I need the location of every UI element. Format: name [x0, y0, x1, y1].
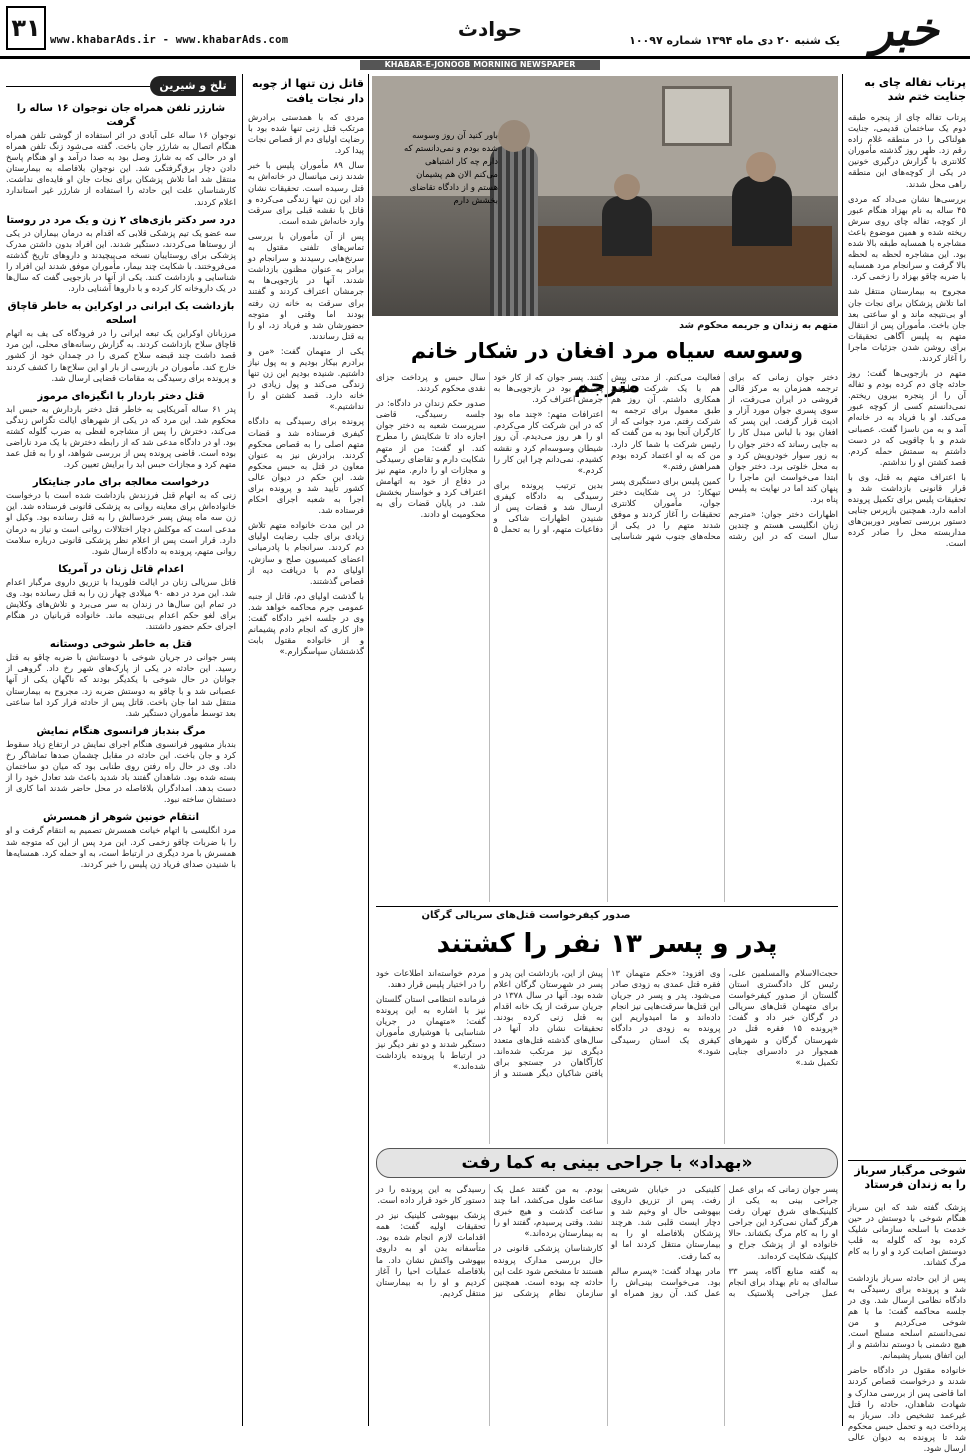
mid-body [248, 112, 364, 1426]
photo-quote-text: باور کنید آن روز وسوسه شده بودم و نمی‌دانستم که دارم چه کار اشتباهی می‌کنم الان هم پشیمان هستم و از دادگاه تقاضای بخشش دارم [403, 131, 498, 206]
paragraph: پسر جوان زمانی که برای عمل جراحی بینی به یکی از کلینیک‌های شرق تهران رفت هرگز گمان نمی‌کرد این جراحی او را به کام مرگ بکشاند. حالا خانواده او از پزشک جراح و کلینیک شکایت کرده‌اند. [728, 1184, 838, 1261]
item-headline: اعدام قاتل زنان در آمریکا [58, 563, 184, 575]
right-col-divider [842, 74, 843, 1426]
paragraph: پرتاب تفاله چای از پنجره طبقه دوم یک ساختمان قدیمی، جنایت هولناکی را در منطقه غلام زاده رقم زد. ظهر روز گذشته مأموران کلانتری با گزارش درگیری خونین در یکی از کوچه‌های این منطقه راهی محل شدند. [848, 112, 966, 189]
item-body: سه عضو یک تیم پزشکی قلابی که اقدام به درمان بیماران در یکی از روستاها می‌کردند، دستگیر شدند. این افراد بدون داشتن مدرک پزشکی برای روستاییان نسخه می‌پیچیدند و داروهای تاریخ گذشته می‌فروختند. با شکایت چند بیمار، مأموران موفق شدند این افراد را شناسایی و بازداشت کنند. یکی از آنها در بازجویی گفت که سال‌ها در یک داروخانه کار کرده و با داروها آشنایی دارد. [6, 227, 236, 294]
mid-headline: قاتل زن تنها از چوبه دار نجات یافت [251, 77, 364, 105]
english-subtitle: KHABAR-E-JONOOB MORNING NEWSPAPER [360, 60, 600, 70]
right-body-2 [848, 1202, 966, 1453]
list-item [6, 638, 236, 719]
story-headline: وسوسه سیاه مرد افغان در شکار خانم مترجم [410, 339, 804, 397]
story2-headline: پدر و پسر ۱۳ نفر را کشتند [436, 929, 778, 959]
paragraph: به گفته منابع آگاه، پسر ۳۳ ساله‌ای به نام بهداد برای انجام عمل جراحی پلاستیک به کلینیکی در خیابان شریعتی رفت. پس از تزریق داروی بیهوشی حال او وخیم شد و دچار ایست قلبی شد. هرچند پزشکان بلافاصله او را به بیمارستان منتقل کردند اما او به کما رفت. [611, 1184, 838, 1298]
item-body: قاتل سریالی زنان در ایالت فلوریدا با تزریق داروی مرگبار اعدام شد. این مرد در دهه ۹۰ میلادی چهار زن را به قتل رسانده بود. وی در تمام این سال‌ها در زندان به سر می‌برد و تلاش‌های وکلایش برای لغو حکم اعدام بی‌نتیجه ماند. خانواده قربانیان در هنگام اجرای حکم حضور داشتند. [6, 576, 236, 632]
date-issue-line: یک شنبه ۲۰ دی ماه ۱۳۹۴ شماره ۱۰۰۹۷ [629, 34, 840, 47]
photo-window [662, 86, 732, 146]
paragraph: یکی از متهمان گفت: «من و برادرم بیکار بودیم و به پول نیاز داشتیم. شنیده بودیم این زن تنها زندگی می‌کند و پول زیادی در خانه دارد. قصد کشتن او را نداشتیم.» [248, 345, 364, 412]
court-photo [372, 76, 838, 316]
paragraph: کارشناسان پزشکی قانونی در حال بررسی مدارک پرونده هستند تا مشخص شود علت این حادثه چه بوده است. همچنین سازمان نظام پزشکی نیز رسیدگی به این پرونده را در دستور کار خود قرار داده است. [376, 1184, 603, 1298]
list-item [6, 214, 236, 295]
paragraph: مردی که با همدستی برادرش مرتکب قتل زنی تنها شده بود با رضایت اولیای دم از قصاص نجات پیدا کرد. [248, 112, 364, 156]
item-body: مرزبانان اوکراین یک تبعه ایرانی را در فرودگاه کی یف به اتهام قاچاق سلاح بازداشت کردند. به گزارش رسانه‌های محلی، این مرد قصد داشت چند قبضه سلاح کمری را در چمدان خود از کشور خارج کند. مأموران در بازرسی از بار او این سلاح‌ها را کشف کردند و پرونده برای رسیدگی به مقامات قضایی ارسال شد. [6, 328, 236, 383]
banner-rule [6, 86, 150, 87]
paragraph: پزشک بیهوشی کلینیک نیز در تحقیقات اولیه گفت: همه اقدامات لازم انجام شده بود. متأسفانه بدن او به داروی بیهوشی واکنش نشان داد. ما بلافاصله عملیات احیا را آغاز کردیم و او را به بیمارستان منتقل کردیم. [376, 1210, 486, 1298]
paragraph: صدور حکم زندان در دادگاه: در جلسه رسیدگی، قاضی سرپرست شعبه به دختر جوان اجازه داد تا شکایتش را مطرح کند. او گفت: من از متهم شکایت دارم و تقاضای رسیدگی و مجازات او را دارم. متهم نیز در دفاع از خود به اتهامش اعتراف کرد و خواستار بخشش شد. در پایان قضات رأی به محکومیت او دادند. [376, 398, 486, 520]
paragraph: کمین پلیس برای دستگیری پسر تبهکار: در پی شکایت دختر جوان، مأموران کلانتری تحقیقات را آغاز کردند و موفق شدند متهم را در یکی از محله‌های جنوب شهر شناسایی کنند. پسر جوان که از کار خود پشیمان بود در بازجویی‌ها به جرمش اعتراف کرد. [493, 372, 721, 542]
item-body: بندباز مشهور فرانسوی هنگام اجرای نمایش در ارتفاع زیاد سقوط کرد و جان باخت. این حادثه در مقابل چشمان صدها تماشاگر رخ داد. وی در حال راه رفتن روی طنابی بود که میان دو ساختمان بسته شده بود. شاهدان گفتند باد شدید باعث شد تعادل خود را از دست بدهد. امدادگران بلافاصله در محل حاضر شدند اما کاری از دستشان ساخته نبود. [6, 738, 236, 805]
paragraph: پرونده برای رسیدگی به دادگاه کیفری فرستاده شد و قضات متهم اصلی را به قصاص محکوم کردند. برادرش نیز به عنوان معاون در قتل به حبس محکوم شد. این حکم در دیوان عالی کشور تأیید شد و پرونده برای اجرا به شعبه اجرای احکام فرستاده شد. [248, 416, 364, 516]
right-body-1 [848, 112, 966, 1154]
bitter-sweet-list [6, 102, 236, 1426]
paragraph: پس از آن مأموران با بررسی تماس‌های تلفنی مقتول به سرنخ‌هایی رسیدند و سرانجام دو برادر به عنوان مظنون بازداشت شدند. آنها در بازجویی‌ها به جرمشان اعتراف کردند و گفتند برای سرقت به خانه زن رفته بودند اما وقتی او متوجه حضورشان شد و فریاد زد، او را به قتل رساندند. [248, 230, 364, 341]
paragraph: پیش از این، بازداشت این پدر و پسر در شهرستان گرگان اعلام شده بود. آنها در سال ۱۳۷۸ در جریان سرقت از یک خانه اقدام به قتل زنی کرده بودند. تحقیقات نشان داد آنها در سال‌های گذشته قتل‌های متعدد دیگری نیز مرتکب شده‌اند. کارآگاهان در جستجو برای یافتن شاکیان دیگر هستند و از مردم خواسته‌اند اطلاعات خود را در اختیار پلیس قرار دهند. [376, 968, 603, 1078]
paragraph: حجت‌الاسلام والمسلمین علی، رئیس کل دادگستری استان گلستان از صدور کیفرخواست برای متهمان قتل‌های سریالی در گرگان خبر داد و گفت: «پرونده ۱۵ فقره قتل در شهرستان گرگان و شهرهای همجوار در دادسرای جنایی تکمیل شد.» [728, 968, 838, 1067]
photo-quote [402, 130, 498, 240]
item-headline: درخواست معالجه برای مادر جنایتکار [32, 477, 210, 489]
item-body: پدر ۶۱ ساله آمریکایی به خاطر قتل دختر باردارش به حبس ابد محکوم شد. این مرد که در یکی از شهرهای ایالت تگزاس زندگی می‌کند، دخترش را پس از مشاجره لفظی به ضرب گلوله کشته بود. او در دادگاه مدعی شد که از رابطه دخترش با یک مرد ناراضی بوده است. قاضی پرونده پس از بررسی شواهد، او را به قتل عمد متهم کرد و مجازات حبس ابد را برایش تعیین کرد. [6, 403, 236, 470]
story3-body [376, 1184, 838, 1426]
mid-col-divider-right [368, 74, 369, 1426]
paragraph: با گذشت اولیای دم، قاتل از جنبه عمومی جرم محاکمه خواهد شد. وی در جلسه اخیر دادگاه گفت: «از کاری که انجام دادم پشیمانم و از خانواده مقتول بابت گذشتشان سپاسگزارم.» [248, 590, 364, 657]
photo-judge-head [746, 152, 776, 182]
item-headline: بازداشت یک ایرانی در اوکراین به خاطر قاچاق اسلحه [7, 301, 235, 327]
masthead-rule [0, 56, 970, 59]
divider [848, 1160, 966, 1161]
item-body: زنی که به اتهام قتل فرزندش بازداشت شده است با درخواست خانواده‌اش برای معاینه روانی به پزشکی قانونی فرستاده شد. این زن سه ماه پیش پسر خردسالش را به قتل رسانده بود. وکیل او مدعی است که موکلش دچار اختلالات روانی است و نیاز به درمان دارد. قرار است پس از اعلام نظر پزشکی قانونی درباره سلامت روانی متهم، پرونده به دادگاه ارسال شود. [6, 490, 236, 556]
paragraph: متهم در بازجویی‌ها گفت: روز حادثه چای دم کرده بودم و تفاله آن را از پنجره بیرون ریختم. نمی‌دانستم کسی از کوچه عبور می‌کند. او با فریاد به در خانه‌ام آمد و به من ناسزا گفت. عصبانی شدم و با چاقویی که در دست داشتم به سمتش حمله کردم. قصد کشتن او را نداشتم. [848, 368, 966, 467]
list-item [6, 725, 236, 806]
website-url[interactable]: www.khabarAds.ir - www.khabarAds.com [50, 34, 289, 46]
photo-person [602, 196, 652, 256]
story3-headline: «بهداد» با جراحی بینی به کما رفت [461, 1153, 753, 1173]
newspaper-logo: خبر [871, 2, 939, 56]
paragraph: فرمانده انتظامی استان گلستان نیز با اشاره به این پرونده گفت: «متهمان در جریان شناسایی با هوشیاری مأموران دستگیر شدند و دو نفر دیگر نیز در ارتباط با پرونده بازداشت شده‌اند.» [376, 994, 486, 1071]
list-item [6, 563, 236, 632]
paragraph: در این مدت خانواده متهم تلاش زیادی برای جلب رضایت اولیای دم کردند. سرانجام با پادرمیانی اعضای کمیسیون صلح و سازش، اولیای دم با دریافت دیه از قصاص گذشتند. [248, 520, 364, 586]
mid-col-divider-left [242, 74, 243, 1426]
paragraph: پس از این حادثه سرباز بازداشت شد و پرونده برای رسیدگی به دادگاه نظامی ارسال شد. وی در جلسه محاکمه گفت: ما با هم شوخی می‌کردیم و من نمی‌دانستم اسلحه مسلح است. هیچ دشمنی با دوستم نداشتم و از این اتفاق بسیار پشیمانم. [848, 1272, 966, 1361]
item-body: نوجوان ۱۶ ساله علی آبادی در اثر استفاده از گوشی تلفن همراه هنگام اتصال به شارژر جان باخت. گفته می‌شود زنگ تلفن همراه او در حالی که به شارژ وصل بود به صدا درآمد و او هنگام پاسخ دادن دچار برق‌گرفتگی شد. این نوجوان بلافاصله به بیمارستان منتقل شد اما تلاش پزشکان برای نجات جان او فایده‌ای نداشت. کارشناسان علت این حادثه را استفاده از شارژر غیر استاندارد اعلام کردند. [6, 130, 236, 207]
story2-body [376, 968, 838, 1144]
item-headline: درد سر دکتر بازی‌های ۲ زن و یک مرد در روستا [6, 214, 236, 226]
paragraph: با اعتراف متهم به قتل، وی با قرار قانونی بازداشت شد و تحقیقات پلیس برای تکمیل پرونده ادامه دارد. همچنین بازپرس جنایی دستور بررسی تصاویر دوربین‌های مداربسته محل را صادر کرده است. [848, 471, 966, 549]
list-item [6, 390, 236, 471]
paragraph: خانواده مقتول در دادگاه حاضر شدند و درخواست قصاص کردند اما قاضی پس از بررسی مدارک و شهادت شاهدان، حادثه را قتل غیرعمد تشخیص داد. سرباز به پرداخت دیه و تحمل حبس محکوم شد تا پرونده به دیوان عالی ارسال شود. [848, 1365, 966, 1453]
paragraph: اظهارات دختر جوان: «مترجم زبان انگلیسی هستم و چندین سال است که در این رشته فعالیت می‌کنم. از مدتی پیش هم با یک شرکت خارجی همکاری داشتم. آن روز هم طبق معمول برای ترجمه به شرکت رفتم. مرد جوانی که از کارگران آنجا بود به من گفت که رئیس شرکت با شما کار دارد. من که به او اعتماد کرده بودم همراهش رفتم.» [611, 372, 838, 542]
paragraph: سال ۸۹ مأموران پلیس با خبر شدند زنی میانسال در خانه‌اش به قتل رسیده است. تحقیقات نشان داد این زن تنها زندگی می‌کرده و قاتل با نقشه قبلی برای سرقت وارد خانه‌اش شده است. [248, 160, 364, 226]
story-kicker: متهم به زندان و جریمه محکوم شد [679, 320, 838, 331]
paragraph: پزشک گفته شد که این سرباز هنگام شوخی با دوستش در حین خدمت با اسلحه سازمانی شلیک کرده بود که گلوله به قلب دوستش اصابت کرد و او را به کام مرگ کشاند. [848, 1202, 966, 1268]
right-headline-1: پرتاب تفاله چای به جنایت ختم شد [864, 76, 966, 103]
list-item [6, 476, 236, 557]
story-body [376, 372, 838, 902]
paragraph: وی افزود: «حکم متهمان ۱۳ فقره قتل عمدی به زودی صادر می‌شود. پدر و پسر در جریان این قتل‌ها سرقت‌هایی نیز انجام داده‌اند و ما امیدواریم این پرونده به زودی در دادگاه کیفری یک استان رسیدگی شود.» [611, 968, 721, 1056]
page-number: ۳۱ [11, 14, 41, 42]
item-headline: انتقام خونین شوهر از همسرش [42, 812, 200, 824]
right-headline-2: شوخی مرگبار سرباز را به زندان فرستاد [854, 1164, 966, 1191]
list-item [6, 811, 236, 869]
list-item [6, 102, 236, 208]
story2-kicker: صدور کیفرخواست قتل‌های سریالی گرگان [421, 910, 631, 921]
item-headline: قتل دختر باردار با انگیزه‌ای مرموز [37, 390, 205, 402]
item-headline: شارژر تلفن همراه جان نوجوان ۱۶ ساله را گرفت [16, 103, 226, 128]
list-item [6, 300, 236, 383]
paragraph: بدین ترتیب پرونده برای رسیدگی به دادگاه کیفری ارسال شد و قضات پس از شنیدن اظهارات شاکی و دفاعیات متهم، او را به تحمل ۵ سال حبس و پرداخت جزای نقدی محکوم کردند. [376, 372, 603, 535]
paragraph: بررسی‌ها نشان می‌داد که مردی ۴۵ ساله به نام بهزاد هنگام عبور از کوچه، تفاله چای روی سرش ریخته شده و همین موضوع باعث مشاجره با همسایه طبقه بالا شده بود. این مشاجره لحظه به لحظه بالا گرفت و سرانجام مرد همسایه با ضربه چاقو بهزاد را زخمی کرد. [848, 193, 966, 282]
paragraph: مجروح به بیمارستان منتقل شد اما تلاش پزشکان برای نجات جان او بی‌نتیجه ماند و او ساعتی بعد جان باخت. مأموران پس از انتقال متهم به پلیس آگاهی تحقیقات برای روشن شدن جزئیات ماجرا را آغاز کردند. [848, 286, 966, 363]
item-body: پسر جوانی در جریان شوخی با دوستانش با ضربه چاقو به قتل رسید. این حادثه در یکی از پارک‌های شهر رخ داد. گروهی از جوانان در حال شوخی با یکدیگر بودند که ناگهان یکی از آنها عصبانی شد و با چاقو به دوستش ضربه زد. مجروح به بیمارستان منتقل شد اما جان باخت. قاتل پس از حادثه فرار کرد اما ساعتی بعد توسط مأموران دستگیر شد. [6, 652, 236, 718]
item-body: مرد انگلیسی با اتهام خیانت همسرش تصمیم به انتقام گرفت و او را با ضربات چاقو زخمی کرد. این مرد پس از این که متوجه شد همسرش با مرد دیگری در ارتباط است، به او حمله کرد. همسایه‌ها با شنیدن صدای فریاد زن پلیس را خبر کردند. [6, 825, 236, 869]
item-headline: مرگ بندباز فرانسوی هنگام نمایش [36, 725, 206, 737]
photo-defendant-head [498, 120, 530, 152]
bitter-sweet-title: تلخ و شیرین [159, 79, 227, 92]
photo-judge [732, 176, 792, 246]
section-title: حوادث [457, 17, 523, 41]
paragraph: اعترافات متهم: «چند ماه بود که در این شرکت کار می‌کردم. او را هر روز می‌دیدم. آن روز شیطان وسوسه‌ام کرد و نقشه کشیدم. نمی‌دانم چرا این کار را کردم.» [493, 409, 603, 475]
photo-person-head [614, 174, 640, 200]
item-headline: قتل به خاطر شوخی دوستانه [49, 639, 193, 651]
paragraph: دختر جوان زمانی که برای ترجمه همزمان به مرکز قالی فروشی در ایران می‌رفت، از سوی پسری جوان مورد آزار و اذیت قرار گرفت. این پسر که افغان بود با لباس مبدل کار را به جایی رساند که دختر جوان را به زور سوار خودرویش کرد و به محل خلوتی برد. دختر جوان ابتدا می‌خواست این ماجرا را پنهان کند اما در نهایت به پلیس پناه برد. [728, 372, 838, 505]
divider [376, 906, 838, 907]
paragraph: مادر بهداد گفت: «پسرم سالم بود. می‌خواست بینی‌اش را عمل کند. آن روز همراه او بودم. به من گفتند عمل یک ساعت طول می‌کشد، اما چند ساعت گذشت و هیچ خبری نشد. وقتی پرسیدم، گفتند او را به بیمارستان برده‌اند.» [493, 1184, 721, 1298]
